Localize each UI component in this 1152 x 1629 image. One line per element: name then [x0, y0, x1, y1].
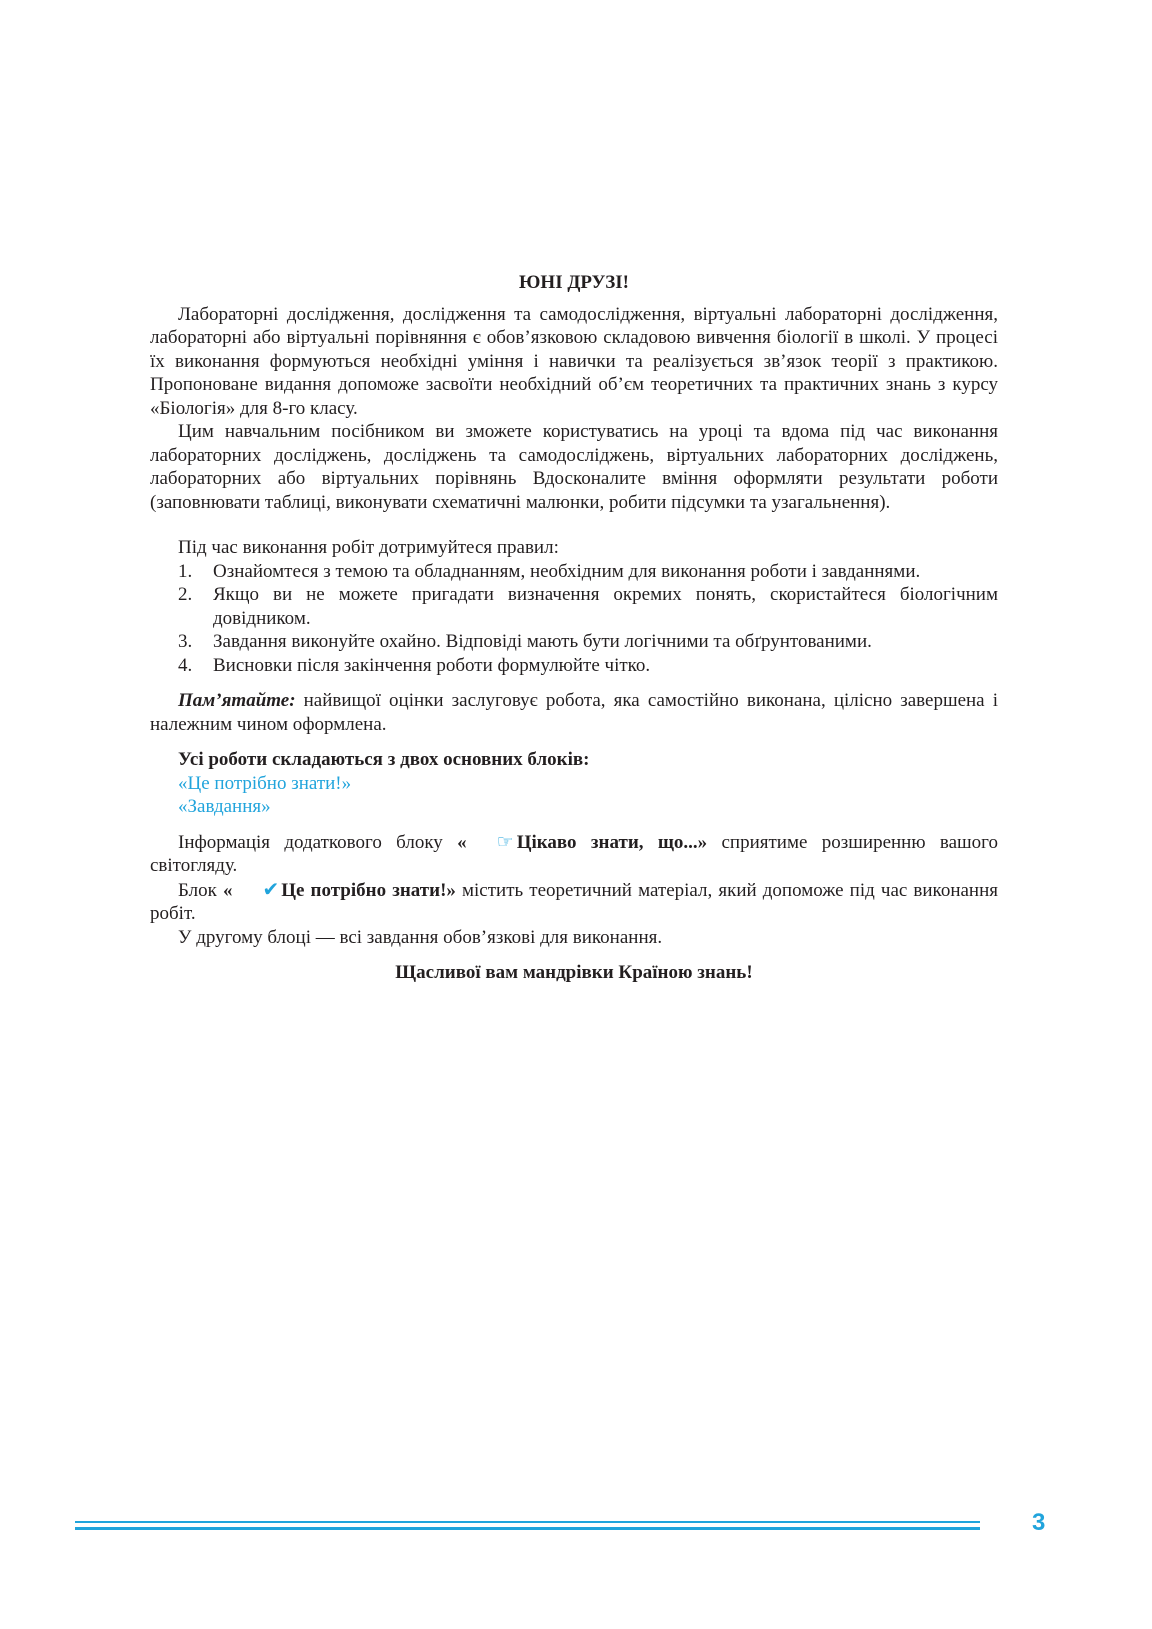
remember-paragraph — [150, 689, 998, 736]
rule-item — [150, 654, 998, 678]
pointing-hand-icon: ☞ — [496, 830, 514, 853]
rule-text: Ознайомтеся з темою та обладнанням, необхідним для виконання роботи і завданнями. — [213, 560, 921, 582]
rules-list — [150, 560, 998, 678]
block-item-know: «Це потрібно знати!» — [178, 772, 352, 794]
block-know-paragraph — [150, 878, 998, 926]
rule-item — [150, 583, 998, 630]
rule-number: 1. — [178, 560, 193, 582]
extra-info-block-name: Цікаво знати, що...» — [516, 831, 708, 853]
rule-number: 3. — [178, 631, 193, 652]
footer-rule-thick — [75, 1527, 980, 1530]
remember-text: найвищої оцінки заслуговує робота, яка самостійно виконана, цілісно завершена і належним чином оформлена. — [150, 690, 998, 735]
page-heading: ЮНІ ДРУЗІ! — [519, 272, 629, 293]
closing-line: Щасливої вам мандрівки Країною знань! — [395, 962, 753, 983]
extra-info-paragraph — [150, 831, 998, 878]
rule-text: Якщо ви не можете пригадати визначення окремих понять, скористайтеся біологічним довідником. — [213, 584, 998, 629]
remember-label: Пам’ятайте: — [178, 690, 296, 711]
block-item-tasks: «Завдання» — [178, 796, 271, 817]
blocks-title: Усі роботи складаються з двох основних блоків: — [178, 749, 590, 770]
rule-number: 2. — [178, 584, 193, 605]
rule-text: Завдання виконуйте охайно. Відповіді мають бути логічними та обґрунтованими. — [213, 631, 872, 652]
rule-item — [150, 630, 998, 654]
extra-info-post: сприятиме розширенню вашого світогляду. — [150, 831, 998, 876]
block-know-pre: Блок — [178, 879, 223, 901]
rule-number: 4. — [178, 654, 193, 676]
intro-paragraph-1: Лабораторні дослідження, дослідження та самодослідження, віртуальні лабораторні дослідження, лабораторні або віртуальні порівняння є обов’язковою складовою вивчення біології в школі. У процесі їх виконання формуються необхідні уміння і навички та реалізується зв’язок теорії з практикою. Пропоноване видання допоможе засвоїти необхідний об’єм теоретичних та практичних знань з курсу «Біологія» для 8-го класу. — [150, 303, 998, 419]
extra-info-open-quote: « — [457, 831, 467, 853]
page-number: 3 — [1032, 1509, 1046, 1536]
second-block-paragraph: У другому блоці — всі завдання обов’язкові для виконання. — [178, 926, 663, 948]
block-know-name: Це потрібно знати!» — [281, 879, 456, 901]
extra-info-pre: Інформація додаткового блоку — [178, 831, 458, 853]
rule-text: Висновки після закінчення роботи формулюйте чітко. — [213, 654, 651, 676]
rules-intro: Під час виконання робіт дотримуйтеся правил: — [178, 537, 559, 558]
block-know-open-quote: « — [222, 879, 233, 901]
intro-paragraph-2: Цим навчальним посібником ви зможете користуватись на уроці та вдома під час виконання лабораторних досліджень, досліджень та самодосліджень, віртуальних лабораторних досліджень, лабораторних або віртуальних порівнянь Вдосконалите вміння оформляти результати роботи (заповнювати таблиці, виконувати схематичні малюнки, робити підсумки та узагальнення). — [150, 421, 998, 513]
rule-item — [150, 560, 998, 584]
block-know-post: містить теоретичний матеріал, який допоможе під час виконання робіт. — [150, 879, 998, 924]
footer-rule-thin — [75, 1521, 980, 1523]
checkmark-icon: ✔ — [262, 876, 280, 901]
page-content — [150, 271, 998, 985]
